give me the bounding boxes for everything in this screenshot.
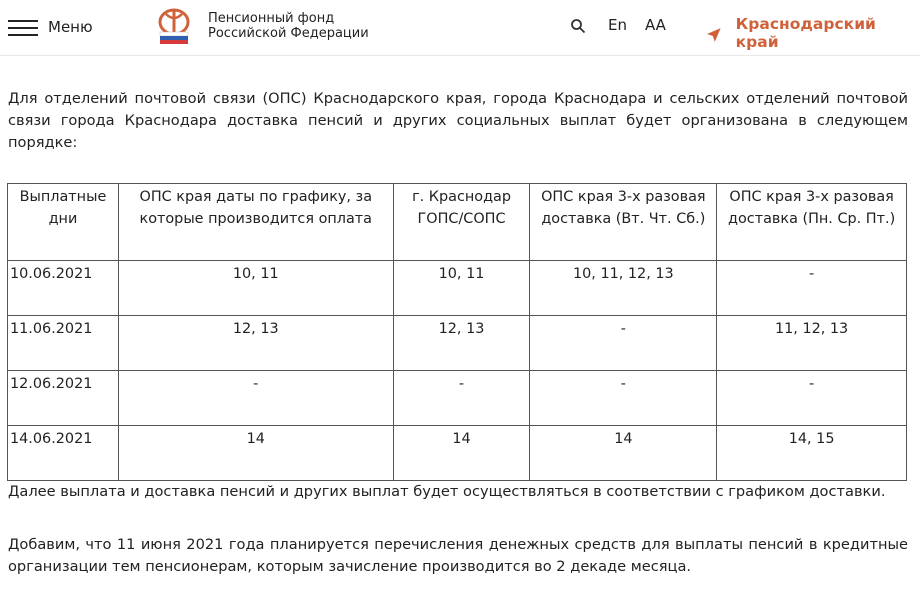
- table-cell: 12, 13: [393, 316, 530, 371]
- table-cell: -: [530, 316, 717, 371]
- table-cell: 12.06.2021: [8, 371, 119, 426]
- column-header: ОПС края даты по графику, за которые производится оплата: [118, 184, 393, 261]
- pfr-logo-icon: [156, 8, 192, 44]
- payment-schedule-table: [7, 183, 907, 481]
- table-cell: -: [530, 371, 717, 426]
- table-cell: 14: [118, 426, 393, 481]
- table-cell: 11, 12, 13: [717, 316, 907, 371]
- column-header: ОПС края 3-х разовая доставка (Пн. Ср. Пт.): [717, 184, 907, 261]
- table-row: [8, 426, 907, 481]
- table-cell: 14: [393, 426, 530, 481]
- table-cell: 12, 13: [118, 316, 393, 371]
- font-size-switch[interactable]: AA: [645, 16, 666, 34]
- table-header-row: [8, 184, 907, 261]
- table-cell: -: [717, 261, 907, 316]
- table-cell: 10, 11: [393, 261, 530, 316]
- table-cell: 14.06.2021: [8, 426, 119, 481]
- table-cell: 10, 11, 12, 13: [530, 261, 717, 316]
- table-cell: 14: [530, 426, 717, 481]
- language-switch[interactable]: En: [608, 16, 627, 34]
- menu-label: Меню: [48, 18, 93, 36]
- followup-paragraph: Далее выплата и доставка пенсий и других выплат будет осуществляться в соответствии с графиком доставки.: [8, 483, 886, 500]
- table-cell: 14, 15: [717, 426, 907, 481]
- location-arrow-icon: [706, 27, 722, 43]
- table-row: [8, 371, 907, 426]
- column-header: ОПС края 3-х разовая доставка (Вт. Чт. Сб.): [530, 184, 717, 261]
- table-row: [8, 261, 907, 316]
- region-label: Краснодарский край: [735, 15, 876, 51]
- table-cell: -: [717, 371, 907, 426]
- column-header: г. Краснодар ГОПС/СОПС: [393, 184, 530, 261]
- table-cell: -: [393, 371, 530, 426]
- table-cell: 10.06.2021: [8, 261, 119, 316]
- region-selector[interactable]: [706, 15, 920, 51]
- pfr-logo-link[interactable]: [156, 8, 369, 44]
- intro-paragraph: Для отделений почтовой связи (ОПС) Краснодарского края, города Краснодара и сельских отделений почтовой связи города Краснодара доставка пенсий и других социальных выплат будет организована в следующем порядке:: [8, 90, 908, 151]
- logo-text: [208, 11, 369, 41]
- hamburger-icon: [8, 18, 38, 36]
- menu-button[interactable]: [8, 14, 93, 40]
- table-row: [8, 316, 907, 371]
- logo-line-1: Пенсионный фонд: [208, 11, 335, 26]
- site-header: [0, 0, 920, 56]
- table-cell: 10, 11: [118, 261, 393, 316]
- table-cell: 11.06.2021: [8, 316, 119, 371]
- column-header: Выплатные дни: [8, 184, 119, 261]
- search-icon[interactable]: [570, 18, 586, 34]
- logo-line-2: Российской Федерации: [208, 26, 369, 41]
- table-cell: -: [118, 371, 393, 426]
- note-paragraph: Добавим, что 11 июня 2021 года планируется перечисления денежных средств для выплаты пенсий в кредитные организации тем пенсионерам, которым зачисление производится во 2 декаде месяца.: [8, 536, 908, 575]
